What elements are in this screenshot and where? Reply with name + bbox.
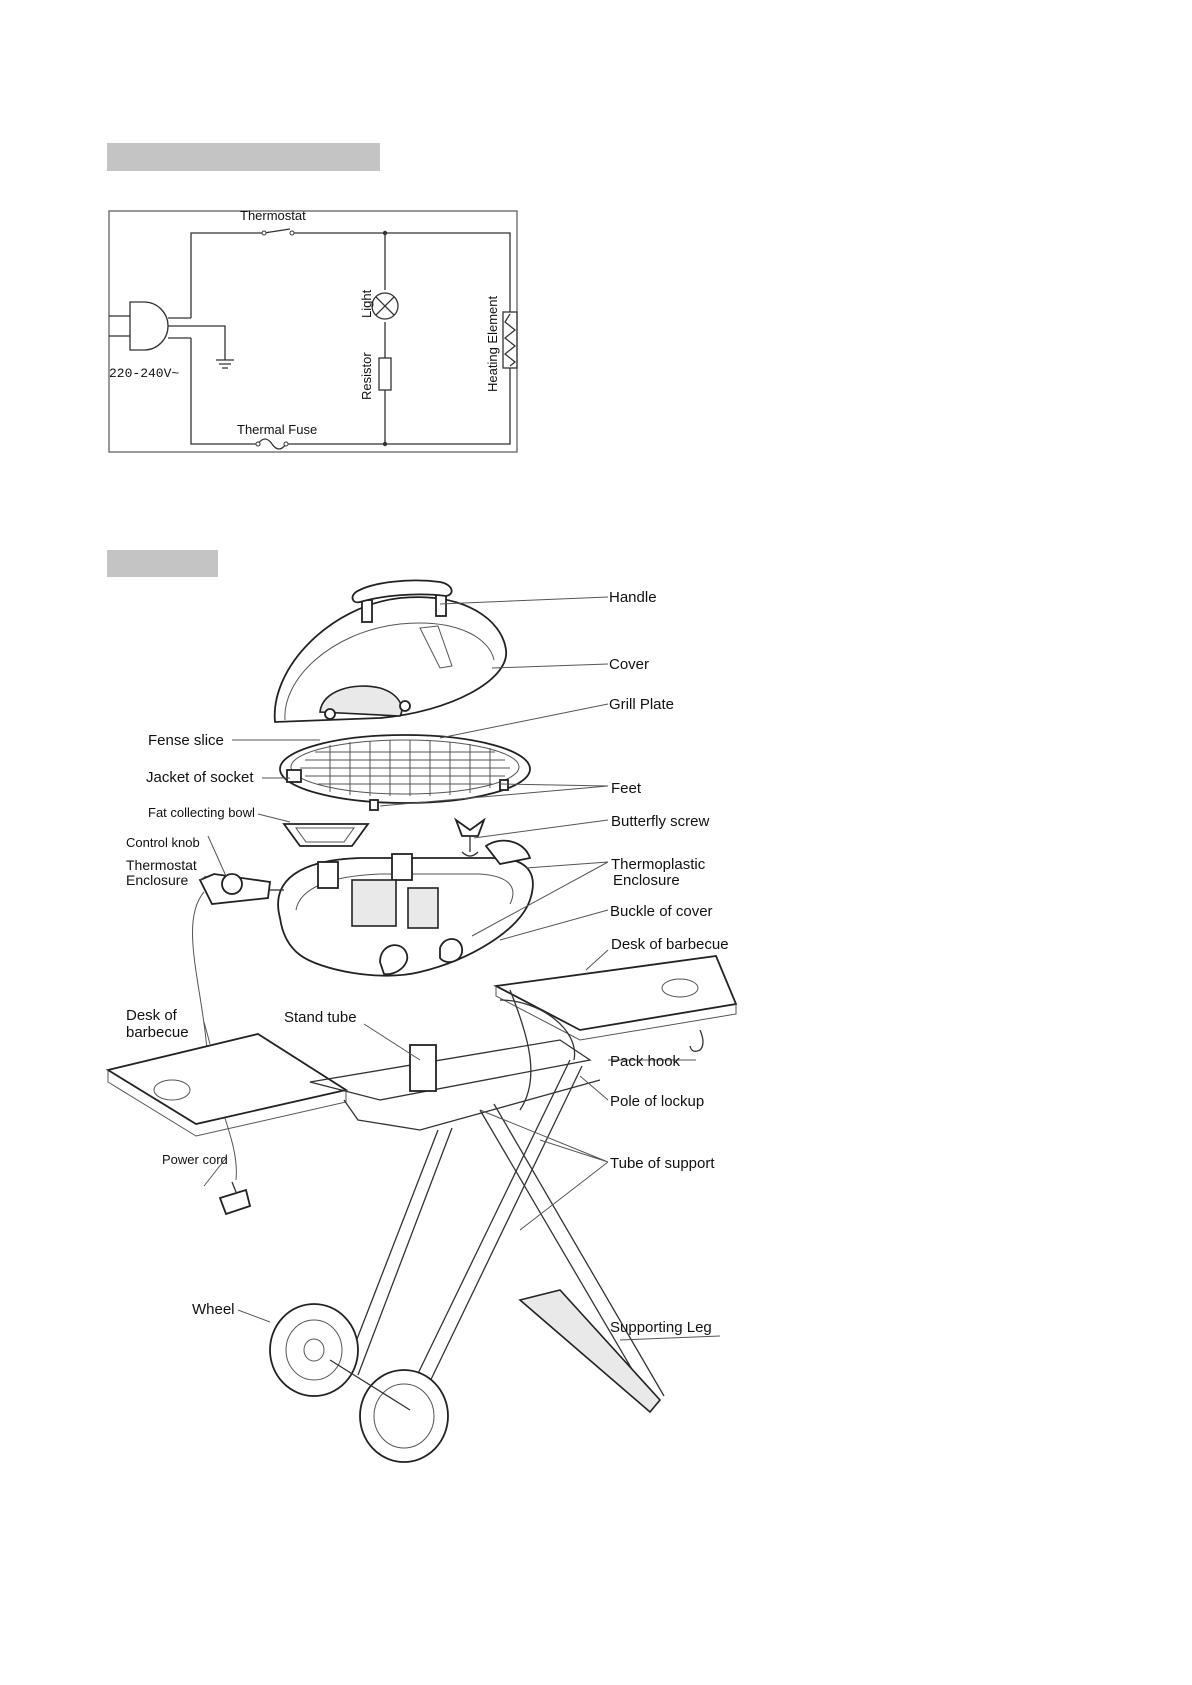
label-fense-slice: Fense slice xyxy=(148,732,224,749)
plug-illustration xyxy=(220,1190,250,1214)
label-thermostat-enclosure-line2: Enclosure xyxy=(126,872,189,888)
thermostat-switch xyxy=(262,231,266,235)
thermal-fuse-label: Thermal Fuse xyxy=(237,422,318,437)
label-tube-of-support: Tube of support xyxy=(610,1155,715,1172)
label-desk-of-barbecue-left-line2: barbecue xyxy=(126,1024,189,1041)
grill-plate-illustration xyxy=(280,735,530,810)
thermostat-label: Thermostat xyxy=(240,208,306,223)
label-thermostat-enclosure-line1: Thermostat xyxy=(126,857,197,873)
label-pole-of-lockup: Pole of lockup xyxy=(610,1093,705,1110)
resistor-label: Resistor xyxy=(359,352,374,400)
label-handle: Handle xyxy=(609,589,657,606)
voltage-label: 220-240V~ xyxy=(109,366,180,381)
exploded-parts-drawing xyxy=(108,580,736,1462)
label-feet: Feet xyxy=(611,780,642,797)
label-thermoplastic-enclosure-line1: Thermoplastic xyxy=(611,856,706,873)
butterfly-screw-illustration xyxy=(456,820,484,856)
cover-illustration xyxy=(275,580,506,722)
label-desk-of-barbecue-right: Desk of barbecue xyxy=(611,936,729,953)
circuit-frame xyxy=(109,211,517,452)
label-cover: Cover xyxy=(609,656,650,673)
label-stand-tube: Stand tube xyxy=(284,1009,357,1026)
label-butterfly-screw: Butterfly screw xyxy=(611,813,710,830)
label-pack-hook: Pack hook xyxy=(610,1053,681,1070)
desk-right-illustration xyxy=(496,956,736,1051)
label-power-cord: Power cord xyxy=(162,1152,228,1167)
supporting-leg-illustration xyxy=(520,1290,660,1412)
power-cord-illustration xyxy=(192,892,236,1180)
label-grill-plate: Grill Plate xyxy=(609,696,675,713)
label-desk-of-barbecue-left-line1: Desk of xyxy=(126,1007,177,1024)
label-buckle-of-cover: Buckle of cover xyxy=(610,903,713,920)
circuit-diagram xyxy=(109,208,517,452)
stand-tube-illustration xyxy=(410,1045,436,1091)
heating-element-label: Heating Element xyxy=(485,295,500,392)
label-jacket-of-socket: Jacket of socket xyxy=(146,769,254,786)
label-fat-collecting-bowl: Fat collecting bowl xyxy=(148,805,255,820)
label-thermoplastic-enclosure-line2: Enclosure xyxy=(613,872,680,889)
light-label: Light xyxy=(359,289,374,318)
label-wheel: Wheel xyxy=(192,1301,235,1318)
control-knob-illustration xyxy=(222,874,242,894)
thermoplastic-enclosure-illustration xyxy=(278,841,533,976)
label-control-knob: Control knob xyxy=(126,835,200,850)
label-supporting-leg: Supporting Leg xyxy=(610,1319,712,1336)
wheel-illustration xyxy=(270,1304,448,1462)
thermostat-enclosure-illustration xyxy=(200,874,284,904)
fat-bowl-illustration xyxy=(284,824,368,846)
desk-left-illustration xyxy=(108,1034,346,1136)
